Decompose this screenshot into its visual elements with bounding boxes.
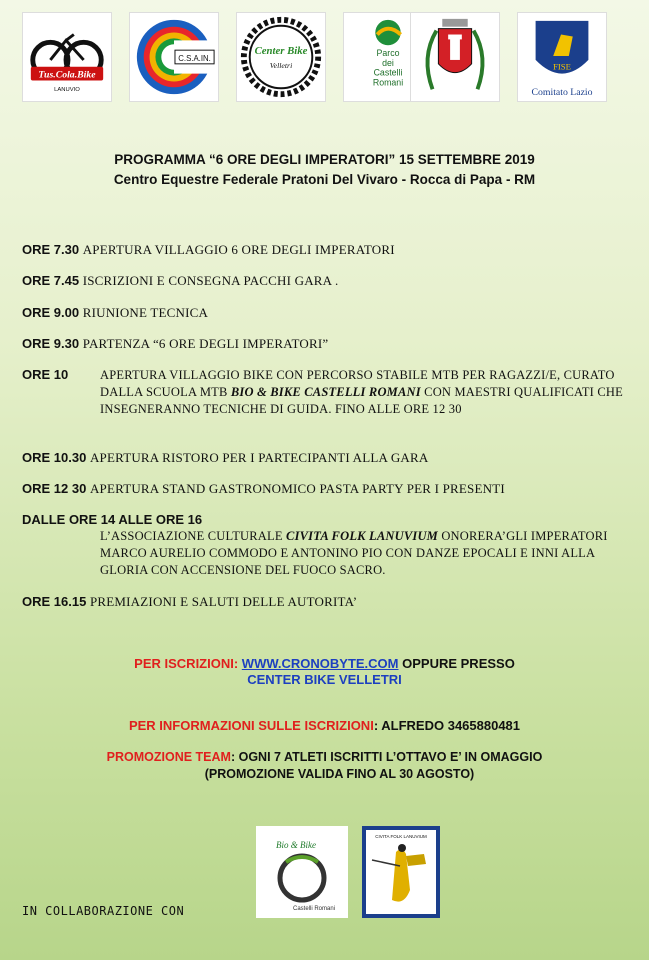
fise-comitato-lazio-logo bbox=[517, 12, 607, 102]
schedule-desc: APERTURA VILLAGGIO 6 ORE DEGLI IMPERATORI bbox=[82, 242, 395, 257]
csain-logo bbox=[129, 12, 219, 102]
schedule-item bbox=[22, 242, 632, 258]
tuscolana-bike-logo bbox=[22, 12, 112, 102]
schedule-time: ORE 12 30 bbox=[22, 481, 87, 496]
schedule-desc: RIUNIONE TECNICA bbox=[82, 305, 209, 320]
svg-text:Tus.Cola.Bike: Tus.Cola.Bike bbox=[38, 69, 96, 81]
venue-subtitle: Centro Equestre Federale Pratoni Del Vivaro - Rocca di Papa - RM bbox=[113, 172, 536, 187]
svg-text:FISE: FISE bbox=[552, 61, 572, 72]
schedule-item bbox=[22, 481, 632, 497]
schedule-time: DALLE ORE 14 ALLE ORE 16 bbox=[22, 512, 203, 527]
schedule-desc: PREMIAZIONI E SALUTI DELLE AUTORITA’ bbox=[89, 594, 358, 609]
schedule-desc: PARTENZA “6 ORE DEGLI IMPERATORI” bbox=[82, 336, 329, 351]
schedule-time: ORE 7.30 bbox=[22, 242, 80, 257]
svg-text:Velletri: Velletri bbox=[269, 60, 293, 70]
sponsor-logo-row bbox=[22, 12, 612, 104]
schedule-desc: APERTURA RISTORO PER I PARTECIPANTI ALLA GARA bbox=[89, 450, 429, 465]
schedule-desc-block: APERTURA VILLAGGIO BIKE CON PERCORSO STABILE MTB PER RAGAZZI/E, CURATO DALLA SCUOLA MTB BIO & BIKE CASTELLI ROMANI CON MAESTRI QUALIFICATI CHE INSEGNERANNO TECNICHE DI GUIDA. FINO ALLE ORE 12 30 bbox=[100, 368, 623, 416]
svg-text:Bio & Bike: Bio & Bike bbox=[276, 840, 316, 850]
schedule-time: ORE 9.00 bbox=[22, 305, 80, 320]
svg-text:Comitato Lazio: Comitato Lazio bbox=[531, 87, 593, 99]
schedule-item bbox=[22, 305, 632, 321]
informazioni-line: PER INFORMAZIONI SULLE ISCRIZIONI: ALFREDO 3465880481 bbox=[128, 718, 521, 733]
schedule-item bbox=[22, 450, 632, 466]
iscrizioni-line: PER ISCRIZIONI: WWW.CRONOBYTE.COM OPPURE PRESSO bbox=[134, 656, 515, 671]
schedule-time: ORE 10.30 bbox=[22, 450, 87, 465]
rocca-di-papa-crest-logo bbox=[410, 12, 500, 102]
program-title: PROGRAMMA “6 ORE DEGLI IMPERATORI” 15 SETTEMBRE 2019 bbox=[114, 152, 535, 167]
svg-text:CIVITA FOLK LANUVIUM: CIVITA FOLK LANUVIUM bbox=[375, 834, 427, 839]
svg-text:dei: dei bbox=[382, 57, 394, 68]
schedule-time: ORE 16.15 bbox=[22, 594, 87, 609]
svg-text:Center Bike: Center Bike bbox=[254, 45, 308, 58]
schedule-time: ORE 10 bbox=[22, 367, 69, 382]
schedule-item bbox=[22, 273, 632, 289]
civita-folk-lanuvium-logo bbox=[362, 826, 440, 918]
schedule-desc-block: L’ASSOCIAZIONE CULTURALE CIVITA FOLK LANUVIUM ONORERA’GLI IMPERATORI MARCO AURELIO COMMODO E ANTONINO PIO CON DANZE EPOCALI E INNI ALLA GLORIA CON ACCENSIONE DEL FUOCO SACRO. bbox=[100, 529, 608, 577]
collaboration-label: IN COLLABORAZIONE CON bbox=[22, 904, 185, 918]
svg-text:LANUVIO: LANUVIO bbox=[54, 87, 80, 94]
schedule-item bbox=[22, 594, 632, 610]
schedule-item bbox=[22, 336, 632, 352]
schedule-time: ORE 7.45 bbox=[22, 273, 80, 288]
center-bike-velletri-logo bbox=[236, 12, 326, 102]
iscrizioni-place: CENTER BIKE VELLETRI bbox=[247, 672, 402, 687]
svg-text:Parco: Parco bbox=[376, 48, 400, 59]
svg-text:Castelli Romani: Castelli Romani bbox=[292, 906, 336, 912]
bio-bike-castelli-romani-logo bbox=[256, 826, 348, 918]
schedule-desc: ISCRIZIONI E CONSEGNA PACCHI GARA . bbox=[82, 273, 339, 288]
promo-line: PROMOZIONE TEAM: OGNI 7 ATLETI ISCRITTI L’OTTAVO E’ IN OMAGGIO bbox=[106, 750, 543, 764]
schedule-time: ORE 9.30 bbox=[22, 336, 80, 351]
svg-text:Romani: Romani bbox=[372, 77, 404, 88]
svg-text:Castelli: Castelli bbox=[373, 67, 403, 78]
svg-text:C.S.A.IN.: C.S.A.IN. bbox=[178, 53, 211, 63]
cronobyte-link[interactable]: WWW.CRONOBYTE.COM bbox=[241, 656, 399, 671]
schedule-item bbox=[22, 512, 632, 527]
schedule-desc: APERTURA STAND GASTRONOMICO PASTA PARTY PER I PRESENTI bbox=[89, 481, 505, 496]
promo-note: (PROMOZIONE VALIDA FINO AL 30 AGOSTO) bbox=[204, 767, 475, 781]
